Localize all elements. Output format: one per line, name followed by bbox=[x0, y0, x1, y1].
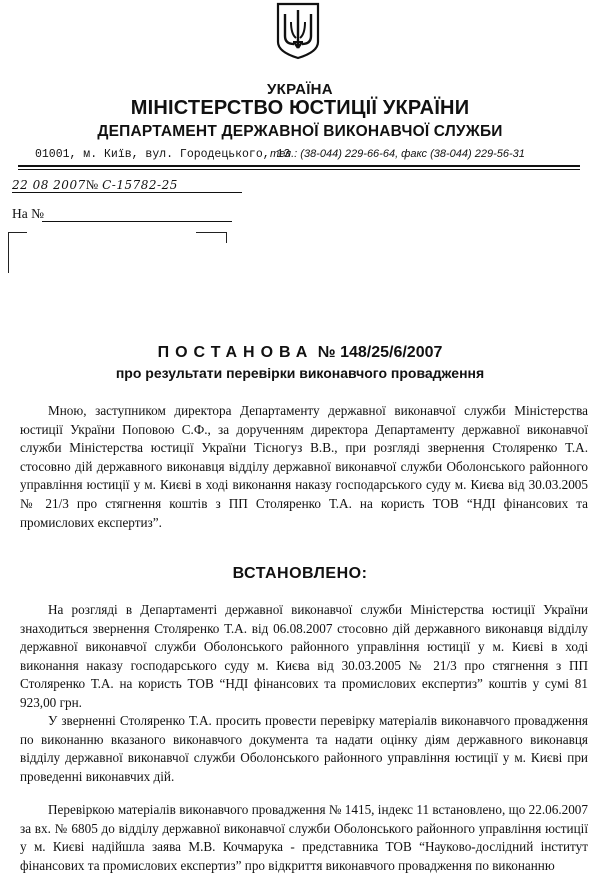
department-heading: ДЕПАРТАМЕНТ ДЕРЖАВНОЇ ВИКОНАВЧОЇ СЛУЖБИ bbox=[97, 123, 503, 140]
body-paragraph-3: Перевіркою матеріалів виконавчого провадження № 1415, індекс 11 встановлено, що 22.06.2007 за вх. № 6805 до відділу державної виконавчої служби Оболонського районного управління юстиції у м. Києві надійшла заява М.В. Кочмарука - представника ТОВ “Науково-дослідний інститут фінансових та промислових експертиз” про відкриття виконавчого провадження по виконанню bbox=[20, 802, 588, 873]
registration-underline bbox=[12, 192, 242, 193]
address-bracket-left bbox=[8, 232, 27, 273]
intro-paragraph: Мною, заступником директора Департаменту державної виконавчої служби Міністерства юстиції України Поповою С.Ф., за дорученням директора Департаменту державної виконавчої служби Міністерства юстиції України Тісногуз В.В., при розгляді звернення Столяренко Т.А. стосовно дій державного виконавця відділу державної виконавчої служби Оболонського районного управління юстиції у м. Києві в ході виконання наказу господарського суду м. Києва від 30.03.2005 № 21/3 про стягнення коштів з ПП Столяренко Т.А. на користь ТОВ “НДІ фінансових та промислових експертиз”. bbox=[20, 403, 588, 530]
address-line bbox=[35, 148, 575, 161]
doc-type: ПОСТАНОВА bbox=[157, 344, 314, 361]
body-paragraph-1: На розгляді в Департаменті державної виконавчої служби Міністерства юстиції України знаходиться звернення Столяренко Т.А. від 06.08.2007 стосовно дій державного виконавця відділу державної виконавчої служби Оболонського районного управління юстиції у м. Києві в ході виконання наказу господарського суду м. Києва від 30.03.2005 № 21/3 про стягнення з ПП Столяренко Т.А. на користь ТОВ “НДІ фінансових та промислових експертиз” коштів у сумі 81 923,00 грн. bbox=[20, 602, 588, 710]
doc-number: № 148/25/6/2007 bbox=[317, 344, 443, 361]
postal-address: 01001, м. Київ, вул. Городецького, 13 bbox=[35, 148, 291, 161]
phone-fax: тел.: (38-044) 229-66-64, факс (38-044) 229-56-31 bbox=[270, 148, 525, 160]
address-bracket-right bbox=[196, 232, 227, 243]
reply-reference bbox=[12, 206, 44, 222]
reply-label: На № bbox=[12, 206, 44, 221]
header-divider bbox=[18, 165, 580, 167]
header-divider-thin bbox=[18, 169, 580, 170]
established-heading: ВСТАНОВЛЕНО: bbox=[232, 565, 368, 582]
registration-line bbox=[12, 176, 242, 194]
handwritten-date: 22 08 2007 bbox=[12, 178, 86, 192]
document-subtitle: про результати перевірки виконавчого провадження bbox=[115, 365, 485, 381]
country-heading: УКРАЇНА bbox=[267, 81, 333, 98]
number-sign: № bbox=[85, 177, 99, 192]
ministry-heading: МІНІСТЕРСТВО ЮСТИЦІЇ УКРАЇНИ bbox=[130, 97, 470, 119]
trident-emblem-icon bbox=[276, 2, 320, 60]
document-title bbox=[0, 344, 600, 362]
body-paragraph-2: У зверненні Столяренко Т.А. просить провести перевірку матеріалів виконавчого провадження по виконанню вказаного виконавчого документа та надати оцінку діям державного виконавця відділу державної виконавчої служби Оболонського районного управління юстиції у м. Києві при проведенні виконавчих дій. bbox=[20, 713, 588, 784]
reply-underline bbox=[42, 221, 232, 222]
handwritten-number: С-15782-25 bbox=[102, 178, 178, 192]
